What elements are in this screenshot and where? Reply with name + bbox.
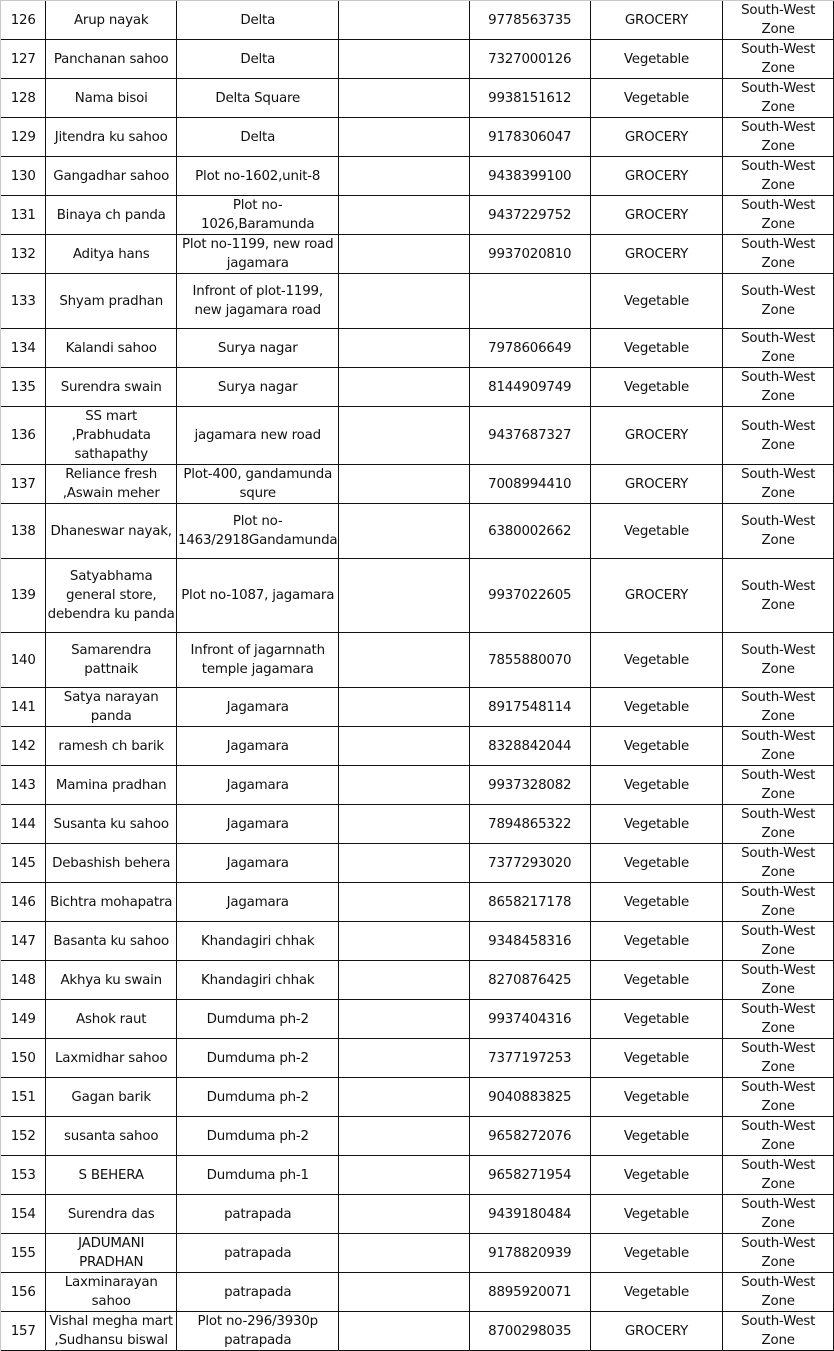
empty-cell[interactable] — [339, 844, 470, 883]
zone-cell[interactable]: South-West Zone — [723, 922, 834, 961]
serial-number-cell[interactable]: 127 — [1, 40, 46, 79]
serial-number-cell[interactable]: 135 — [1, 368, 46, 407]
vendor-name-cell[interactable]: Panchanan sahoo — [46, 40, 177, 79]
category-cell[interactable]: Vegetable — [590, 633, 723, 688]
vendor-name-cell[interactable]: Akhya ku swain — [46, 961, 177, 1000]
phone-number-cell[interactable]: 8917548114 — [469, 688, 590, 727]
empty-cell[interactable] — [339, 559, 470, 633]
vendor-name-cell[interactable]: Satya narayan panda — [46, 688, 177, 727]
vendor-name-cell[interactable]: susanta sahoo — [46, 1117, 177, 1156]
table-row — [1, 368, 834, 407]
empty-cell[interactable] — [339, 196, 470, 235]
address-cell[interactable]: Jagamara — [177, 844, 339, 883]
table-row — [1, 1000, 834, 1039]
vendor-name-cell[interactable]: Nama bisoi — [46, 79, 177, 118]
category-cell[interactable]: Vegetable — [590, 1117, 723, 1156]
phone-number-cell[interactable]: 7377293020 — [469, 844, 590, 883]
vendor-name-cell[interactable]: Laxmidhar sahoo — [46, 1039, 177, 1078]
empty-cell[interactable] — [339, 118, 470, 157]
category-cell[interactable]: Vegetable — [590, 727, 723, 766]
serial-number-cell[interactable]: 128 — [1, 79, 46, 118]
zone-cell[interactable]: South-West Zone — [723, 1273, 834, 1312]
address-cell[interactable]: Jagamara — [177, 688, 339, 727]
serial-number-cell[interactable]: 152 — [1, 1117, 46, 1156]
address-cell[interactable]: patrapada — [177, 1195, 339, 1234]
phone-number-cell[interactable]: 9438399100 — [469, 157, 590, 196]
category-cell[interactable]: Vegetable — [590, 504, 723, 559]
table-row — [1, 1156, 834, 1195]
serial-number-cell[interactable]: 131 — [1, 196, 46, 235]
phone-number-cell[interactable]: 9178820939 — [469, 1234, 590, 1273]
phone-number-cell[interactable]: 9658272076 — [469, 1117, 590, 1156]
address-cell[interactable]: Delta — [177, 1, 339, 40]
phone-number-cell[interactable]: 9937328082 — [469, 766, 590, 805]
category-cell[interactable]: Vegetable — [590, 1039, 723, 1078]
phone-number-cell[interactable]: 9178306047 — [469, 118, 590, 157]
phone-number-cell[interactable]: 8328842044 — [469, 727, 590, 766]
address-cell[interactable]: Plot no-1463/2918Gandamunda — [177, 504, 339, 559]
vendor-name-cell[interactable]: Binaya ch panda — [46, 196, 177, 235]
empty-cell[interactable] — [339, 504, 470, 559]
table-row — [1, 633, 834, 688]
vendor-name-cell[interactable]: JADUMANI PRADHAN — [46, 1234, 177, 1273]
category-cell[interactable]: Vegetable — [590, 40, 723, 79]
vendor-name-cell[interactable]: SS mart ,Prabhudata sathapathy — [46, 407, 177, 465]
serial-number-cell[interactable]: 144 — [1, 805, 46, 844]
empty-cell[interactable] — [339, 1000, 470, 1039]
category-cell[interactable]: Vegetable — [590, 688, 723, 727]
empty-cell[interactable] — [339, 368, 470, 407]
zone-cell[interactable]: South-West Zone — [723, 79, 834, 118]
category-cell[interactable]: GROCERY — [590, 559, 723, 633]
vendor-name-cell[interactable]: Ashok raut — [46, 1000, 177, 1039]
phone-number-cell[interactable]: 7978606649 — [469, 329, 590, 368]
address-cell[interactable]: patrapada — [177, 1273, 339, 1312]
phone-number-cell[interactable]: 9437229752 — [469, 196, 590, 235]
phone-number-cell[interactable]: 7894865322 — [469, 805, 590, 844]
phone-number-cell[interactable]: 9778563735 — [469, 1, 590, 40]
empty-cell[interactable] — [339, 883, 470, 922]
category-cell[interactable]: Vegetable — [590, 274, 723, 329]
empty-cell[interactable] — [339, 1117, 470, 1156]
empty-cell[interactable] — [339, 157, 470, 196]
serial-number-cell[interactable]: 137 — [1, 465, 46, 504]
table-row — [1, 844, 834, 883]
table-row — [1, 79, 834, 118]
phone-number-cell[interactable]: 8895920071 — [469, 1273, 590, 1312]
category-cell[interactable]: Vegetable — [590, 1078, 723, 1117]
empty-cell[interactable] — [339, 1078, 470, 1117]
address-cell[interactable]: Dumduma ph-2 — [177, 1039, 339, 1078]
table-row — [1, 1312, 834, 1351]
category-cell[interactable]: GROCERY — [590, 1312, 723, 1351]
empty-cell[interactable] — [339, 633, 470, 688]
serial-number-cell[interactable]: 148 — [1, 961, 46, 1000]
vendor-name-cell[interactable]: Surendra swain — [46, 368, 177, 407]
vendor-name-cell[interactable]: Mamina pradhan — [46, 766, 177, 805]
empty-cell[interactable] — [339, 1312, 470, 1351]
phone-number-cell[interactable]: 6380002662 — [469, 504, 590, 559]
zone-cell[interactable]: South-West Zone — [723, 727, 834, 766]
serial-number-cell[interactable]: 141 — [1, 688, 46, 727]
category-cell[interactable]: Vegetable — [590, 1156, 723, 1195]
category-cell[interactable]: GROCERY — [590, 157, 723, 196]
zone-cell[interactable]: South-West Zone — [723, 1039, 834, 1078]
table-row — [1, 157, 834, 196]
empty-cell[interactable] — [339, 274, 470, 329]
serial-number-cell[interactable]: 133 — [1, 274, 46, 329]
address-cell[interactable]: Infront of plot-1199, new jagamara road — [177, 274, 339, 329]
vendor-name-cell[interactable]: Laxminarayan sahoo — [46, 1273, 177, 1312]
table-row — [1, 688, 834, 727]
address-cell[interactable]: Plot no-1026,Baramunda — [177, 196, 339, 235]
address-cell[interactable]: Plot no-1087, jagamara — [177, 559, 339, 633]
table-row — [1, 922, 834, 961]
table-row — [1, 1234, 834, 1273]
zone-cell[interactable]: South-West Zone — [723, 157, 834, 196]
zone-cell[interactable]: South-West Zone — [723, 235, 834, 274]
empty-cell[interactable] — [339, 79, 470, 118]
zone-cell[interactable]: South-West Zone — [723, 196, 834, 235]
vendor-name-cell[interactable]: Debashish behera — [46, 844, 177, 883]
serial-number-cell[interactable]: 138 — [1, 504, 46, 559]
table-row — [1, 407, 834, 465]
table-row — [1, 1078, 834, 1117]
category-cell[interactable]: GROCERY — [590, 118, 723, 157]
table-row — [1, 1273, 834, 1312]
category-cell[interactable]: Vegetable — [590, 766, 723, 805]
serial-number-cell[interactable]: 134 — [1, 329, 46, 368]
serial-number-cell[interactable]: 143 — [1, 766, 46, 805]
empty-cell[interactable] — [339, 1195, 470, 1234]
empty-cell[interactable] — [339, 1273, 470, 1312]
table-row — [1, 235, 834, 274]
serial-number-cell[interactable]: 149 — [1, 1000, 46, 1039]
vendor-name-cell[interactable]: Gangadhar sahoo — [46, 157, 177, 196]
address-cell[interactable]: Plot no-296/3930p patrapada — [177, 1312, 339, 1351]
phone-number-cell[interactable]: 9937020810 — [469, 235, 590, 274]
zone-cell[interactable]: South-West Zone — [723, 118, 834, 157]
table-row — [1, 1195, 834, 1234]
phone-number-cell[interactable]: 9658271954 — [469, 1156, 590, 1195]
serial-number-cell[interactable]: 139 — [1, 559, 46, 633]
table-row — [1, 961, 834, 1000]
empty-cell[interactable] — [339, 329, 470, 368]
address-cell[interactable]: Delta Square — [177, 79, 339, 118]
zone-cell[interactable]: South-West Zone — [723, 805, 834, 844]
serial-number-cell[interactable]: 136 — [1, 407, 46, 465]
address-cell[interactable]: Dumduma ph-2 — [177, 1000, 339, 1039]
category-cell[interactable]: GROCERY — [590, 196, 723, 235]
phone-number-cell[interactable]: 7008994410 — [469, 465, 590, 504]
vendor-name-cell[interactable]: Arup nayak — [46, 1, 177, 40]
zone-cell[interactable]: South-West Zone — [723, 961, 834, 1000]
category-cell[interactable]: Vegetable — [590, 1273, 723, 1312]
table-row — [1, 465, 834, 504]
address-cell[interactable]: Plot-400, gandamunda squre — [177, 465, 339, 504]
table-body — [1, 1, 834, 1351]
serial-number-cell[interactable]: 140 — [1, 633, 46, 688]
serial-number-cell[interactable]: 156 — [1, 1273, 46, 1312]
phone-number-cell[interactable]: 9937404316 — [469, 1000, 590, 1039]
serial-number-cell[interactable]: 155 — [1, 1234, 46, 1273]
category-cell[interactable]: Vegetable — [590, 79, 723, 118]
zone-cell[interactable]: South-West Zone — [723, 1312, 834, 1351]
serial-number-cell[interactable]: 147 — [1, 922, 46, 961]
address-cell[interactable]: Dumduma ph-2 — [177, 1078, 339, 1117]
address-cell[interactable]: jagamara new road — [177, 407, 339, 465]
zone-cell[interactable]: South-West Zone — [723, 329, 834, 368]
empty-cell[interactable] — [339, 1156, 470, 1195]
address-cell[interactable]: Delta — [177, 118, 339, 157]
empty-cell[interactable] — [339, 1039, 470, 1078]
empty-cell[interactable] — [339, 407, 470, 465]
zone-cell[interactable]: South-West Zone — [723, 883, 834, 922]
zone-cell[interactable]: South-West Zone — [723, 407, 834, 465]
empty-cell[interactable] — [339, 766, 470, 805]
zone-cell[interactable]: South-West Zone — [723, 844, 834, 883]
zone-cell[interactable]: South-West Zone — [723, 274, 834, 329]
zone-cell[interactable]: South-West Zone — [723, 465, 834, 504]
category-cell[interactable]: Vegetable — [590, 844, 723, 883]
serial-number-cell[interactable]: 142 — [1, 727, 46, 766]
category-cell[interactable]: GROCERY — [590, 465, 723, 504]
serial-number-cell[interactable]: 130 — [1, 157, 46, 196]
serial-number-cell[interactable]: 132 — [1, 235, 46, 274]
serial-number-cell[interactable]: 146 — [1, 883, 46, 922]
address-cell[interactable]: Jagamara — [177, 766, 339, 805]
phone-number-cell[interactable]: 9437687327 — [469, 407, 590, 465]
empty-cell[interactable] — [339, 922, 470, 961]
zone-cell[interactable]: South-West Zone — [723, 766, 834, 805]
table-row — [1, 40, 834, 79]
serial-number-cell[interactable]: 126 — [1, 1, 46, 40]
vendor-name-cell[interactable]: Dhaneswar nayak, — [46, 504, 177, 559]
category-cell[interactable]: Vegetable — [590, 1000, 723, 1039]
category-cell[interactable]: Vegetable — [590, 368, 723, 407]
zone-cell[interactable]: South-West Zone — [723, 1, 834, 40]
vendor-name-cell[interactable]: Basanta ku sahoo — [46, 922, 177, 961]
phone-number-cell[interactable]: 8144909749 — [469, 368, 590, 407]
zone-cell[interactable]: South-West Zone — [723, 504, 834, 559]
serial-number-cell[interactable]: 151 — [1, 1078, 46, 1117]
zone-cell[interactable]: South-West Zone — [723, 1195, 834, 1234]
phone-number-cell[interactable]: 9937022605 — [469, 559, 590, 633]
serial-number-cell[interactable]: 129 — [1, 118, 46, 157]
table-row — [1, 1, 834, 40]
table-row — [1, 559, 834, 633]
address-cell[interactable]: Infront of jagarnnath temple jagamara — [177, 633, 339, 688]
phone-number-cell[interactable]: 9938151612 — [469, 79, 590, 118]
vendor-name-cell[interactable]: Gagan barik — [46, 1078, 177, 1117]
table-row — [1, 883, 834, 922]
address-cell[interactable]: Plot no-1602,unit-8 — [177, 157, 339, 196]
zone-cell[interactable]: South-West Zone — [723, 1156, 834, 1195]
empty-cell[interactable] — [339, 235, 470, 274]
serial-number-cell[interactable]: 153 — [1, 1156, 46, 1195]
phone-number-cell[interactable]: 8700298035 — [469, 1312, 590, 1351]
zone-cell[interactable]: South-West Zone — [723, 633, 834, 688]
phone-number-cell[interactable]: 8270876425 — [469, 961, 590, 1000]
address-cell[interactable]: Surya nagar — [177, 329, 339, 368]
vendor-name-cell[interactable]: Surendra das — [46, 1195, 177, 1234]
address-cell[interactable]: Jagamara — [177, 727, 339, 766]
empty-cell[interactable] — [339, 688, 470, 727]
zone-cell[interactable]: South-West Zone — [723, 40, 834, 79]
serial-number-cell[interactable]: 154 — [1, 1195, 46, 1234]
vendor-name-cell[interactable]: Shyam pradhan — [46, 274, 177, 329]
table-row — [1, 118, 834, 157]
address-cell[interactable]: Plot no-1199, new road jagamara — [177, 235, 339, 274]
address-cell[interactable]: Jagamara — [177, 883, 339, 922]
address-cell[interactable]: Delta — [177, 40, 339, 79]
vendor-name-cell[interactable]: Jitendra ku sahoo — [46, 118, 177, 157]
category-cell[interactable]: Vegetable — [590, 1234, 723, 1273]
vendor-name-cell[interactable]: ramesh ch barik — [46, 727, 177, 766]
serial-number-cell[interactable]: 145 — [1, 844, 46, 883]
empty-cell[interactable] — [339, 1234, 470, 1273]
vendor-name-cell[interactable]: Aditya hans — [46, 235, 177, 274]
phone-number-cell[interactable]: 7377197253 — [469, 1039, 590, 1078]
zone-cell[interactable]: South-West Zone — [723, 688, 834, 727]
vendor-name-cell[interactable]: Susanta ku sahoo — [46, 805, 177, 844]
phone-number-cell[interactable] — [469, 274, 590, 329]
serial-number-cell[interactable]: 157 — [1, 1312, 46, 1351]
table-row — [1, 329, 834, 368]
vendor-name-cell[interactable]: S BEHERA — [46, 1156, 177, 1195]
vendor-name-cell[interactable]: Samarendra pattnaik — [46, 633, 177, 688]
category-cell[interactable]: Vegetable — [590, 805, 723, 844]
vendor-name-cell[interactable]: Kalandi sahoo — [46, 329, 177, 368]
category-cell[interactable]: GROCERY — [590, 407, 723, 465]
address-cell[interactable]: Dumduma ph-1 — [177, 1156, 339, 1195]
address-cell[interactable]: Khandagiri chhak — [177, 961, 339, 1000]
empty-cell[interactable] — [339, 40, 470, 79]
phone-number-cell[interactable]: 8658217178 — [469, 883, 590, 922]
vendor-name-cell[interactable]: Satyabhama general store, debendra ku panda — [46, 559, 177, 633]
category-cell[interactable]: Vegetable — [590, 1195, 723, 1234]
vendor-table — [1, 1, 834, 1351]
phone-number-cell[interactable]: 7855880070 — [469, 633, 590, 688]
address-cell[interactable]: Khandagiri chhak — [177, 922, 339, 961]
address-cell[interactable]: Surya nagar — [177, 368, 339, 407]
table-row — [1, 805, 834, 844]
vendor-name-cell[interactable]: Vishal megha mart ,Sudhansu biswal — [46, 1312, 177, 1351]
zone-cell[interactable]: South-West Zone — [723, 1078, 834, 1117]
category-cell[interactable]: Vegetable — [590, 961, 723, 1000]
table-row — [1, 196, 834, 235]
table-row — [1, 766, 834, 805]
phone-number-cell[interactable]: 7327000126 — [469, 40, 590, 79]
category-cell[interactable]: Vegetable — [590, 883, 723, 922]
empty-cell[interactable] — [339, 727, 470, 766]
phone-number-cell[interactable]: 9439180484 — [469, 1195, 590, 1234]
vendor-name-cell[interactable]: Bichtra mohapatra — [46, 883, 177, 922]
table-row — [1, 1039, 834, 1078]
phone-number-cell[interactable]: 9348458316 — [469, 922, 590, 961]
phone-number-cell[interactable]: 9040883825 — [469, 1078, 590, 1117]
zone-cell[interactable]: South-West Zone — [723, 559, 834, 633]
zone-cell[interactable]: South-West Zone — [723, 1234, 834, 1273]
table-row — [1, 274, 834, 329]
empty-cell[interactable] — [339, 805, 470, 844]
vendor-name-cell[interactable]: Reliance fresh ,Aswain meher — [46, 465, 177, 504]
zone-cell[interactable]: South-West Zone — [723, 368, 834, 407]
table-row — [1, 1117, 834, 1156]
address-cell[interactable]: patrapada — [177, 1234, 339, 1273]
empty-cell[interactable] — [339, 961, 470, 1000]
zone-cell[interactable]: South-West Zone — [723, 1000, 834, 1039]
empty-cell[interactable] — [339, 1, 470, 40]
serial-number-cell[interactable]: 150 — [1, 1039, 46, 1078]
address-cell[interactable]: Dumduma ph-2 — [177, 1117, 339, 1156]
address-cell[interactable]: Jagamara — [177, 805, 339, 844]
table-row — [1, 504, 834, 559]
table-row — [1, 727, 834, 766]
category-cell[interactable]: GROCERY — [590, 235, 723, 274]
category-cell[interactable]: Vegetable — [590, 922, 723, 961]
zone-cell[interactable]: South-West Zone — [723, 1117, 834, 1156]
category-cell[interactable]: Vegetable — [590, 329, 723, 368]
empty-cell[interactable] — [339, 465, 470, 504]
category-cell[interactable]: GROCERY — [590, 1, 723, 40]
